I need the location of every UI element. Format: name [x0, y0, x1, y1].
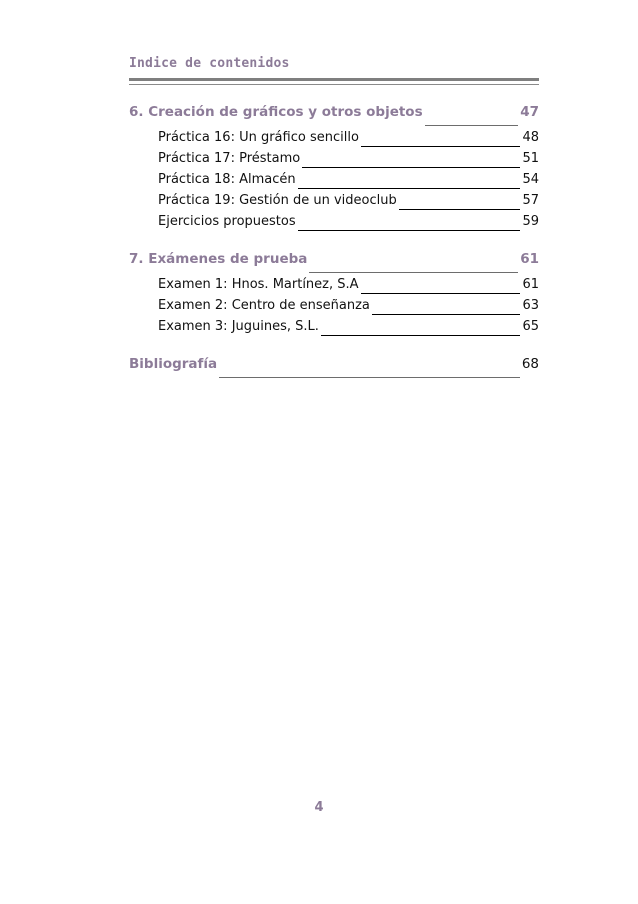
toc-page-number: 51: [522, 151, 539, 166]
toc-leader: [298, 188, 521, 189]
toc-item-label: Examen 3: Juguines, S.L.: [158, 319, 319, 334]
toc-item[interactable]: [129, 151, 539, 172]
toc-page-number: 54: [522, 172, 539, 187]
toc-page-number: 47: [520, 104, 539, 120]
toc-bibliography[interactable]: [129, 356, 539, 382]
toc-page-number: 59: [522, 214, 539, 229]
toc-spacer: [129, 340, 539, 356]
toc-item[interactable]: [129, 193, 539, 214]
toc-page-number: 65: [522, 319, 539, 334]
toc-chapter-label: 6. Creación de gráficos y otros objetos: [129, 104, 423, 120]
toc-leader: [399, 209, 521, 210]
toc-page-number: 61: [522, 277, 539, 292]
toc-item[interactable]: [129, 214, 539, 235]
toc-leader: [298, 230, 521, 231]
header-title: Indice de contenidos: [129, 56, 290, 71]
toc-chapter-label: 7. Exámenes de prueba: [129, 251, 308, 267]
toc-item-label: Práctica 16: Un gráfico sencillo: [158, 130, 359, 145]
toc-item-label: Práctica 17: Préstamo: [158, 151, 301, 166]
toc-item-label: Examen 2: Centro de enseñanza: [158, 298, 370, 313]
toc-item[interactable]: [129, 277, 539, 298]
toc-item-label: Examen 1: Hnos. Martínez, S.A: [158, 277, 359, 292]
toc-item-label: Ejercicios propuestos: [158, 214, 296, 229]
header-rule-thick: [129, 78, 539, 81]
toc-page-number: 57: [522, 193, 539, 208]
toc-spacer: [129, 235, 539, 251]
toc-leader: [309, 272, 518, 273]
toc-page-number: 48: [522, 130, 539, 145]
header-rule-thin: [129, 84, 539, 85]
toc-chapter-6[interactable]: [129, 104, 539, 130]
toc-page-number: 61: [520, 251, 539, 267]
toc-item[interactable]: [129, 130, 539, 151]
toc-item[interactable]: [129, 319, 539, 340]
toc-item-label: Práctica 19: Gestión de un videoclub: [158, 193, 397, 208]
toc-item[interactable]: [129, 172, 539, 193]
toc-leader: [361, 146, 521, 147]
toc-leader: [372, 314, 521, 315]
toc-leader: [425, 125, 519, 126]
toc-leader: [219, 377, 520, 378]
toc-chapter-label: Bibliografía: [129, 356, 218, 372]
toc-leader: [321, 335, 521, 336]
toc-page-number: 68: [521, 356, 539, 372]
toc-leader: [361, 293, 521, 294]
toc-chapter-7[interactable]: [129, 251, 539, 277]
toc-item-label: Práctica 18: Almacén: [158, 172, 296, 187]
toc-leader: [302, 167, 520, 168]
table-of-contents: [129, 104, 539, 382]
toc-page-number: 63: [522, 298, 539, 313]
page-number: 4: [314, 800, 324, 815]
toc-item[interactable]: [129, 298, 539, 319]
